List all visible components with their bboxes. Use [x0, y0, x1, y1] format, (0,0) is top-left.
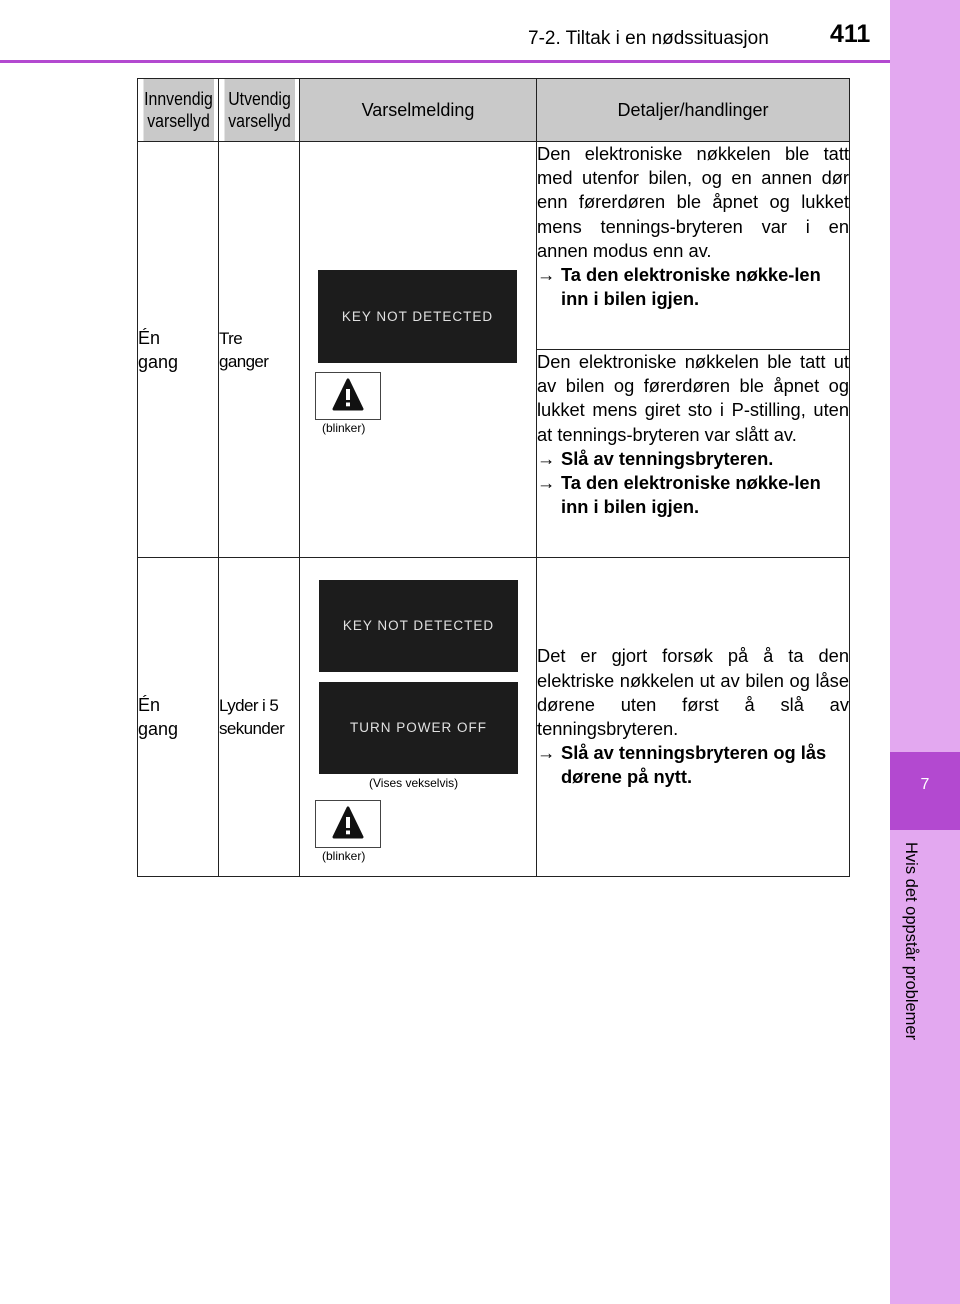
action-text: Ta den elektroniske nøkke-len inn i bilen igjen. [561, 472, 821, 518]
row2-exterior-sound [219, 558, 300, 877]
row1-interior-sound [138, 142, 219, 558]
row2-detail [537, 558, 850, 877]
alternating-caption: (Vises vekselvis) [369, 776, 459, 790]
header-message: Varselmelding [300, 79, 537, 142]
arrow-icon: → [537, 742, 556, 764]
arrow-icon: → [537, 447, 556, 469]
arrow-icon: → [537, 264, 556, 286]
header-interior-sound [142, 79, 213, 142]
row2-exterior-line1: Lyder i 5 [219, 696, 279, 715]
header-divider [0, 60, 890, 63]
arrow-icon: → [537, 472, 556, 494]
row2-detail-action [537, 741, 849, 789]
display-screen-turn-power-off: TURN POWER OFF [319, 682, 518, 774]
header-exterior-line1: Utvendig [227, 89, 291, 109]
display-screen-key-not-detected: KEY NOT DETECTED [319, 580, 518, 672]
page-number: 411 [830, 20, 871, 48]
row1-detail-a-text: Den elektroniske nøkkelen ble tatt med utenfor bilen, og en annen dør enn førerdøren ble åpnet og lukket mens tennings-bryteren var i en annen modus enn av. [537, 143, 849, 261]
header-exterior-sound [223, 79, 294, 142]
action-text: Slå av tenningsbryteren. [561, 447, 774, 469]
header-exterior-line2: varsellyd [227, 111, 291, 131]
row1-exterior-line1: Tre [219, 328, 243, 348]
table-header-row [138, 79, 850, 142]
row1-detail-a [537, 142, 850, 350]
table-row [138, 142, 850, 350]
header-interior-line2: varsellyd [146, 111, 210, 131]
header-details: Detaljer/handlinger [537, 79, 850, 142]
blinker-caption: (blinker) [322, 421, 366, 435]
warning-light-box [315, 800, 381, 848]
row1-detail-b-action-2 [537, 471, 849, 519]
warning-light-box [315, 372, 381, 420]
chapter-side-tab [890, 0, 960, 1304]
blinker-caption: (blinker) [322, 849, 366, 863]
section-title: 7-2. Tiltak i en nødssituasjon [528, 28, 769, 49]
display-screen-key-not-detected: KEY NOT DETECTED [318, 270, 517, 363]
chapter-label: Hvis det oppstår problemer [902, 842, 920, 1041]
warning-triangle-icon [332, 806, 364, 840]
row1-exterior-sound [219, 142, 300, 558]
header-interior-line1: Innvendig [143, 89, 213, 109]
row1-interior-line2: gang [138, 351, 179, 372]
row1-detail-b-action-1 [537, 447, 849, 471]
chapter-number: 7 [890, 752, 960, 830]
row2-interior-line2: gang [138, 719, 179, 739]
row2-interior-line1: Én [138, 695, 161, 715]
table-row [138, 558, 850, 877]
row1-detail-b [537, 350, 850, 558]
action-text: Ta den elektroniske nøkke-len inn i bilen igjen. [561, 264, 821, 310]
row1-detail-b-text: Den elektroniske nøkkelen ble tatt ut av bilen og førerdøren ble åpnet og lukket mens giret sto i P-stilling, uten at tennings-bryteren var slått av. [537, 351, 849, 445]
warning-triangle-icon [332, 378, 364, 412]
row1-exterior-line2: ganger [219, 351, 269, 371]
row2-message-cell [300, 558, 537, 877]
row2-exterior-line2: sekunder [219, 719, 285, 738]
warning-table [137, 78, 850, 877]
action-text: Slå av tenningsbryteren og lås dørene på nytt. [561, 742, 827, 788]
row2-detail-text: Det er gjort forsøk på å ta den elektriske nøkkelen ut av bilen og låse dørene uten først å slå av tenningsbryteren. [537, 645, 849, 739]
row1-interior-line1: Én [138, 327, 161, 348]
row1-message-cell [300, 142, 537, 558]
row1-detail-a-action [537, 263, 849, 311]
row2-interior-sound [138, 558, 219, 877]
